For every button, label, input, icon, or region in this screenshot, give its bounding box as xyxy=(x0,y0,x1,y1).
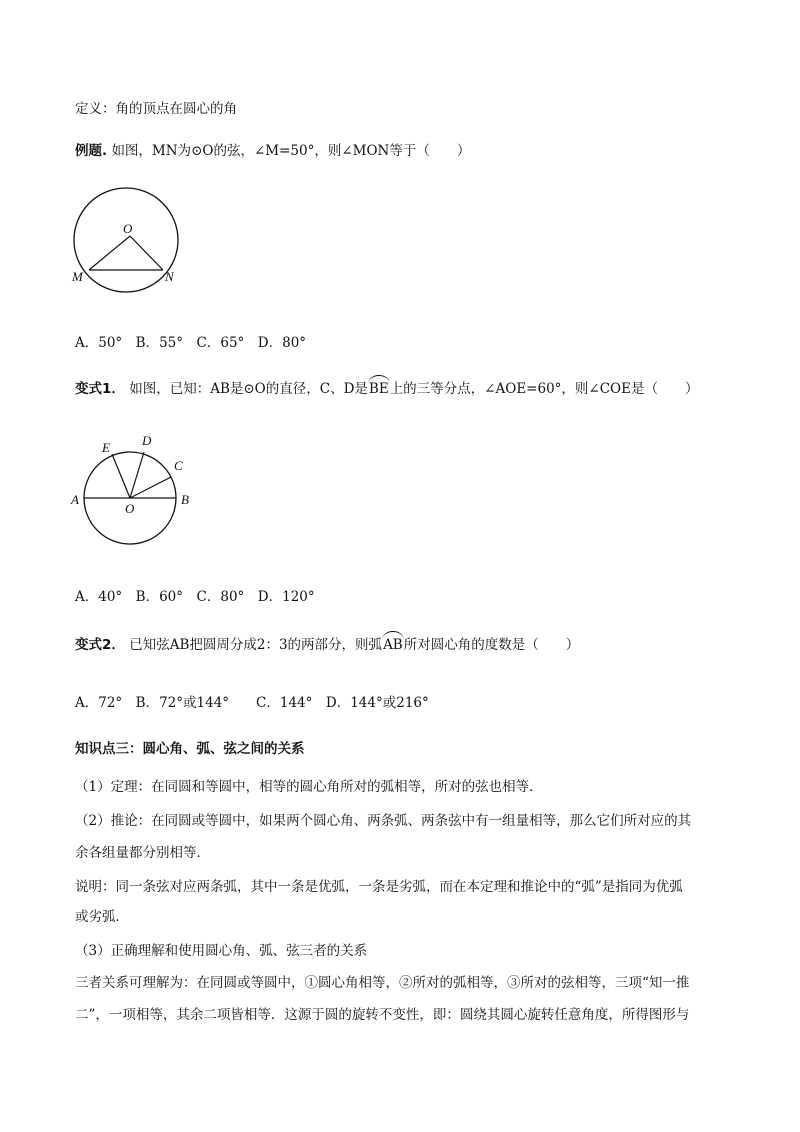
section3-heading: 知识点三：圆心角、弧、弦之间的关系 xyxy=(75,741,305,757)
note-line-2: 或劣弧． xyxy=(75,909,129,925)
note-line-1: 说明：同一条弦对应两条弧，其中一条是优弧，一条是劣弧，而在本定理和推论中的“弧”是指同为优弧 xyxy=(75,879,683,895)
example-label: 例题. xyxy=(75,143,108,159)
point-n-label: N xyxy=(165,269,174,284)
variant1-options: A．40° B．60° C．80° D．120° xyxy=(75,589,315,605)
point-d-label: D xyxy=(142,433,152,448)
relation-heading: （3）正确理解和使用圆心角、弧、弦三者的关系 xyxy=(75,943,368,959)
variant1-text-a: 如图，已知：AB是⊙O的直径，C、D是 xyxy=(129,381,368,397)
point-m-label: M xyxy=(72,269,83,284)
arc-ab: AB xyxy=(383,637,403,653)
relation-line-1: 三者关系可理解为：在同圆或等圆中，①圆心角相等，②所对的弧相等，③所对的弦相等，三项“知一推 xyxy=(75,975,690,991)
point-b-label: B xyxy=(181,492,189,507)
relation-line-2: 二”，一项相等，其余二项皆相等．这源于圆的旋转不变性，即：圆绕其圆心旋转任意角度，所得图形与 xyxy=(75,1007,690,1023)
variant2-text-b: 所对圆心角的度数是（ ） xyxy=(403,637,580,653)
point-c-label: C xyxy=(174,458,183,473)
corollary-line-2: 余各组量都分别相等． xyxy=(75,845,210,861)
theorem-text: （1）定理：在同圆和等圆中，相等的圆心角所对的弧相等，所对的弦也相等． xyxy=(75,779,543,795)
variant2-options: A．72° B．72°或144° C．144° D．144°或216° xyxy=(75,695,429,711)
point-o-label: O xyxy=(123,221,133,236)
arc-be: BE xyxy=(368,381,389,397)
variant1-text-b: 上的三等分点，∠AOE=60°，则∠COE是（ ） xyxy=(389,381,699,397)
example-question xyxy=(75,142,470,160)
point-a-label: A xyxy=(71,492,79,507)
variant2-label: 变式2． xyxy=(75,637,125,653)
example-text: 如图，MN为⊙O的弦，∠M=50°，则∠MON等于（ ） xyxy=(111,143,471,159)
definition-text: 定义：角的顶点在圆心的角 xyxy=(75,101,237,117)
example-options: A．50° B．55° C．65° D．80° xyxy=(75,335,307,351)
point-e-label: E xyxy=(102,440,110,455)
variant1-question xyxy=(75,380,698,398)
variant2-text-a: 已知弦AB把圆周分成2：3的两部分，则弧 xyxy=(129,637,383,653)
variant2-question xyxy=(75,636,579,654)
point-o-label: O xyxy=(125,501,135,516)
variant1-label: 变式1． xyxy=(75,381,125,397)
corollary-line-1: （2）推论：在同圆或等圆中，如果两个圆心角、两条弧、两条弦中有一组量相等，那么它们所对应的其 xyxy=(75,813,692,829)
variant1-circle-figure xyxy=(68,430,198,540)
example-circle-figure xyxy=(68,188,188,288)
